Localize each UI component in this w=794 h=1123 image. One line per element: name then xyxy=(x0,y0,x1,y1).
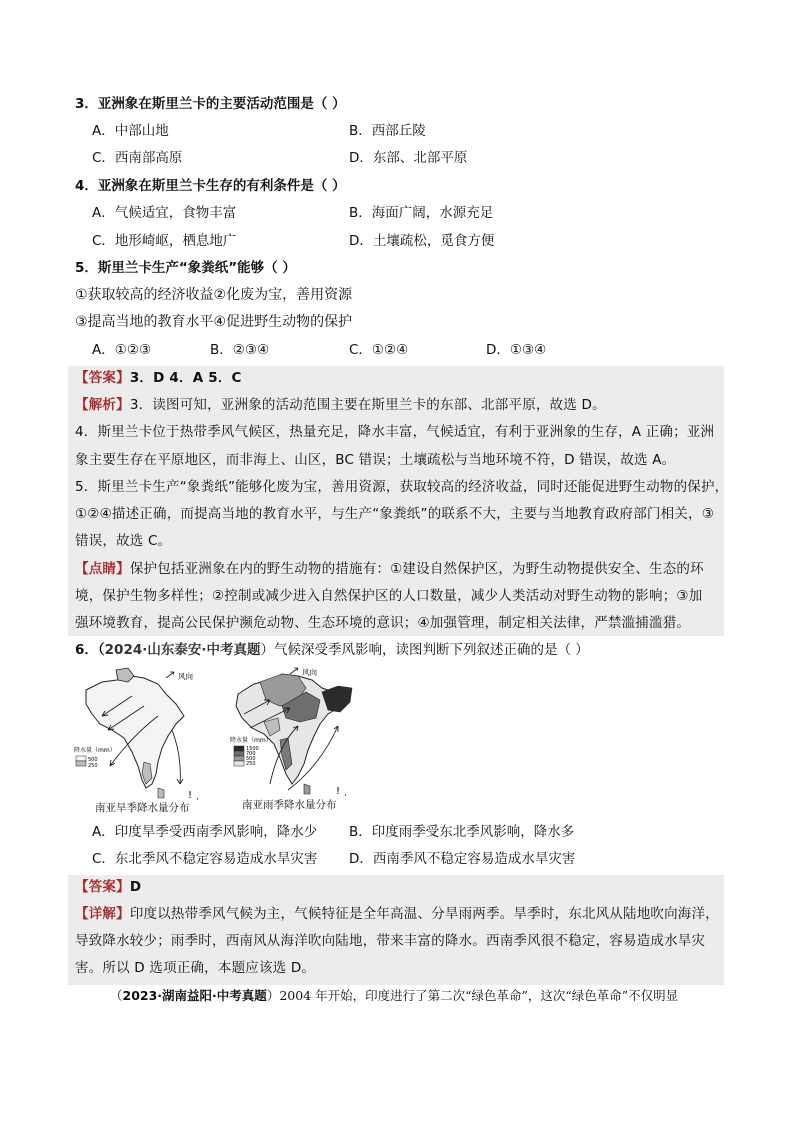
svg-text:!: ! xyxy=(188,790,193,801)
svg-text:!: ! xyxy=(336,786,341,797)
q4-option-a: A．气候适宜，食物丰富 xyxy=(92,205,237,221)
answer-2-tag: 【答案】 xyxy=(75,879,130,895)
note-line-3: 强环境教育，提高公民保护濒危动物、生态环境的意识；④加强管理，制定相关法律，严禁滥捕滥猎。 xyxy=(75,615,691,631)
detail-tag: 【详解】 xyxy=(75,906,130,922)
dry-season-rainfall-map xyxy=(72,666,212,811)
detail-line-3: 害。所以 D 选项正确，本题应该选 D。 xyxy=(75,960,316,976)
q6-option-b: B．印度雨季受东北季风影响，降水多 xyxy=(349,824,575,840)
dry-map-legend-swatch-250 xyxy=(76,761,86,766)
rainy-map-legend-value-4: 250 xyxy=(246,761,256,767)
detail-line-1 xyxy=(75,904,719,924)
rainy-map-wind-label: 风向 xyxy=(302,668,317,677)
note-text-1: 保护包括亚洲象在内的野生动物的措施有：①建设自然保护区，为野生动物提供安全、生态的环 xyxy=(129,561,704,577)
analysis-line-4: 5．斯里兰卡生产“象粪纸”能够化废为宝，善用资源，获取较高的经济收益，同时还能促进野生动物的保护， xyxy=(75,479,729,495)
q4-option-b: B．海面广阔，水源充足 xyxy=(349,205,494,221)
q3-option-d: D．东部、北部平原 xyxy=(349,150,468,166)
dry-map-legend-swatch-500 xyxy=(76,756,86,761)
q7-prefix: （ xyxy=(110,988,123,1003)
rainy-map-legend-swatch-1500 xyxy=(234,746,244,751)
dry-map-caption: 南亚旱季降水量分布 xyxy=(95,802,190,814)
q7-stem xyxy=(110,986,678,1006)
q3-option-a: A．中部山地 xyxy=(92,123,169,139)
q5-option-b: B．②③④ xyxy=(210,342,270,358)
q4-option-c: C．地形崎岖，栖息地广 xyxy=(92,233,237,249)
answer-line-1 xyxy=(75,368,242,388)
rainy-map-legend-value-2: 700 xyxy=(246,751,256,757)
analysis-line-1 xyxy=(75,395,606,415)
answer-tag: 【答案】 xyxy=(75,370,130,386)
analysis-line-3: 象主要生存在平原地区，而非海上、山区，BC 错误；土壤疏松与当地环境不符，D 错误，故选 A。 xyxy=(75,452,676,468)
note-tag: 【点睛】 xyxy=(75,561,130,577)
rainy-map-legend-swatch-500 xyxy=(234,756,244,761)
q3-option-c: C．西南部高原 xyxy=(92,150,183,166)
detail-text-1: 印度以热带季风气候为主，气候特征是全年高温、分旱雨两季。旱季时，东北风从陆地吹向海洋， xyxy=(129,906,719,922)
q6-source: 2024·山东泰安·中考真题 xyxy=(104,642,261,658)
q5-option-a: A．①②③ xyxy=(92,342,152,358)
note-line-1 xyxy=(75,559,704,579)
q5-statement-line-2: ③提高当地的教育水平④促进野生动物的保护 xyxy=(75,314,353,330)
q4-option-d: D．土壤疏松，觅食方便 xyxy=(349,233,495,249)
q7-text: ）2004 年开始，印度进行了第二次“绿色革命”，这次“绿色革命”不仅明显 xyxy=(266,988,679,1003)
rainy-map-legend-title: 降水量（mm） xyxy=(230,737,272,744)
note-line-2: 境，保护生物多样性；②控制或减少进入自然保护区的人口数量，减少人类活动对野生动物的影响；③加 xyxy=(75,588,703,604)
svg-text:’: ’ xyxy=(196,797,199,806)
q6-number: 6．（ xyxy=(75,642,105,658)
q3-stem: 3．亚洲象在斯里兰卡的主要活动范围是（ ） xyxy=(75,96,346,112)
q5-option-c: C．①②④ xyxy=(349,342,409,358)
answer-2-text: D xyxy=(129,879,142,895)
rainy-season-rainfall-map xyxy=(220,666,380,811)
q5-option-d: D．①③④ xyxy=(486,342,547,358)
q6-stem-text: ）气候深受季风影响，读图判断下列叙述正确的是（ ） xyxy=(260,642,589,658)
q6-option-c: C．东北季风不稳定容易造成水旱灾害 xyxy=(92,851,318,867)
q4-stem: 4．亚洲象在斯里兰卡生存的有利条件是（ ） xyxy=(75,178,346,194)
analysis-line-2: 4．斯里兰卡位于热带季风气候区，热量充足，降水丰富，气候适宜，有利于亚洲象的生存，A 正确；亚洲 xyxy=(75,424,715,440)
analysis-line-6: 错误，故选 C。 xyxy=(75,533,172,549)
q6-option-a: A．印度旱季受西南季风影响，降水少 xyxy=(92,824,318,840)
q5-stem: 5．斯里兰卡生产“象粪纸”能够（ ） xyxy=(75,260,296,276)
analysis-line-5: ①②④描述正确，而提高当地的教育水平，与生产“象粪纸”的联系不大，主要与当地教育政府部门相关，③ xyxy=(75,506,714,522)
svg-text:’: ’ xyxy=(344,793,347,802)
q7-source: 2023·湖南益阳·中考真题 xyxy=(122,988,267,1003)
dry-map-legend-value-1: 500 xyxy=(88,757,98,763)
answer-2-line xyxy=(75,877,141,897)
analysis-text-1: 3．读图可知，亚洲象的活动范围主要在斯里兰卡的东部、北部平原，故选 D。 xyxy=(129,397,606,413)
rainy-map-caption: 南亚雨季降水量分布 xyxy=(242,799,337,811)
q3-option-b: B．西部丘陵 xyxy=(349,123,426,139)
dry-map-legend-title: 降水量（mm） xyxy=(74,747,116,754)
dry-map-wind-label: 风向 xyxy=(178,672,193,681)
dry-map-legend-value-2: 250 xyxy=(88,763,98,769)
answer-text: 3．D 4．A 5．C xyxy=(129,370,242,386)
analysis-tag: 【解析】 xyxy=(75,397,130,413)
detail-line-2: 导致降水较少；雨季时，西南风从海洋吹向陆地，带来丰富的降水。西南季风很不稳定，容易造成水旱灾 xyxy=(75,933,706,949)
q6-option-d: D．西南季风不稳定容易造成水旱灾害 xyxy=(349,851,576,867)
rainy-map-legend-swatch-250 xyxy=(234,761,244,766)
rainy-map-legend-swatch-700 xyxy=(234,751,244,756)
rainy-map-legend-value-3: 500 xyxy=(246,756,256,762)
q5-statement-line-1: ①获取较高的经济收益②化废为宝，善用资源 xyxy=(75,287,353,303)
rainy-map-legend-value-1: 1500 xyxy=(246,746,259,752)
q6-stem xyxy=(75,640,589,660)
